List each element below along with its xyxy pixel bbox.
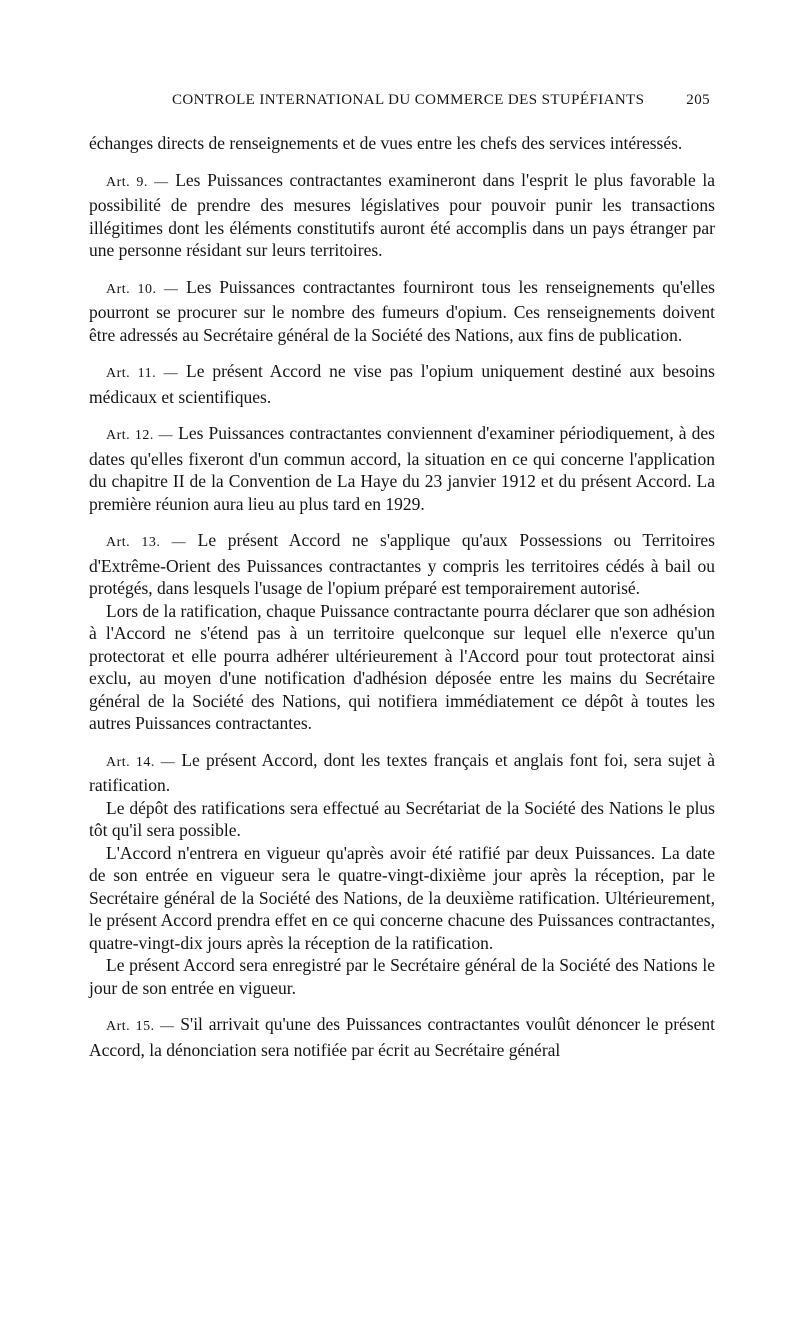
- article-label: Art. 13. —: [106, 535, 187, 550]
- article-12: Art. 12. — Les Puissances contractantes conviennent d'examiner périodiquement, à des dates qu'elles fixeront d'un commun accord, la situation en ce qui concerne l'application du chapitre II de la Convention de La Haye du 23 janvier 1912 et du présent Accord. La première réunion aura lieu au plus tard en 1929.: [89, 423, 715, 514]
- body-text: [89, 132, 715, 1061]
- article-label: Art. 14. —: [106, 754, 176, 770]
- article-13: Art. 13. — Le présent Accord ne s'applique qu'aux Possessions ou Territoires d'Extrême-Orient des Puissances contractantes y compris les territoires cédés à bail ou protégés, dans lesquels l'usage de l'opium préparé est temporairement autorisé.: [89, 530, 715, 598]
- running-title: CONTROLE INTERNATIONAL DU COMMERCE DES STUPÉFIANTS: [172, 92, 645, 108]
- article-label: Art. 12. —: [106, 428, 174, 443]
- running-header: [172, 92, 710, 109]
- article-14-paragraph: Le dépôt des ratifications sera effectué au Secrétariat de la Société des Nations le plus tôt qu'il sera possible.: [89, 797, 715, 840]
- article-14-paragraph: Le présent Accord sera enregistré par le Secrétaire général de la Société des Nations le jour de son entrée en vigueur.: [89, 955, 715, 998]
- article-14: Art. 14. — Le présent Accord, dont les textes français et anglais font foi, sera sujet à ratification.: [89, 749, 715, 795]
- article-label: Art. 15. —: [106, 1019, 175, 1034]
- article-15: Art. 15. — S'il arrivait qu'une des Puissances contractantes voulût dénoncer le présent Accord, la dénonciation sera notifiée par écrit au Secrétaire général: [89, 1014, 715, 1060]
- article-label: Art. 9. —: [106, 174, 169, 190]
- article-11: Art. 11. — Le présent Accord ne vise pas l'opium uniquement destiné aux besoins médicaux et scientifiques.: [89, 361, 715, 407]
- article-9: Art. 9. — Les Puissances contractantes examineront dans l'esprit le plus favorable la possibilité de prendre des mesures législatives pour pouvoir punir les transactions illégitimes dont les éléments constitutifs auront été accomplis dans un pays étranger par une personne résidant sur leurs territoires.: [89, 169, 715, 260]
- article-label: Art. 10. —: [106, 281, 179, 297]
- article-10: Art. 10. — Les Puissances contractantes fourniront tous les renseignements qu'elles pourront se procurer sur le nombre des fumeurs d'opium. Ces renseignements doivent être adressés au Secrétaire général de la Société des Nations, aux fins de publication.: [89, 276, 715, 345]
- paragraph-continuation: échanges directs de renseignements et de vues entre les chefs des services intéressés.: [89, 133, 683, 153]
- article-13-paragraph: Lors de la ratification, chaque Puissance contractante pourra déclarer que son adhésion à l'Accord ne s'étend pas à un territoire quelconque sur lequel elle n'exerce qu'un protectorat et elle pourra adhérer ultérieurement à l'Accord pour tout protectorat ainsi exclu, au moyen d'une notification d'adhésion déposée entre les mains du Secrétaire général de la Société des Nations, qui notifiera immédiatement ce dépôt à toutes les autres Puissances contractantes.: [89, 600, 715, 733]
- page-number: 205: [686, 92, 710, 108]
- article-label: Art. 11. —: [106, 366, 179, 381]
- article-14-paragraph: L'Accord n'entrera en vigueur qu'après avoir été ratifié par deux Puissances. La date de son entrée en vigueur sera le quatre-vingt-dixième jour après la réception, par le Secrétaire général de la Société des Nations, de la deuxième ratification. Ultérieurement, le présent Accord prendra effet en ce qui concerne chacune des Puissances contractantes, quatre-vingt-dix jours après la réception de la ratification.: [89, 842, 715, 953]
